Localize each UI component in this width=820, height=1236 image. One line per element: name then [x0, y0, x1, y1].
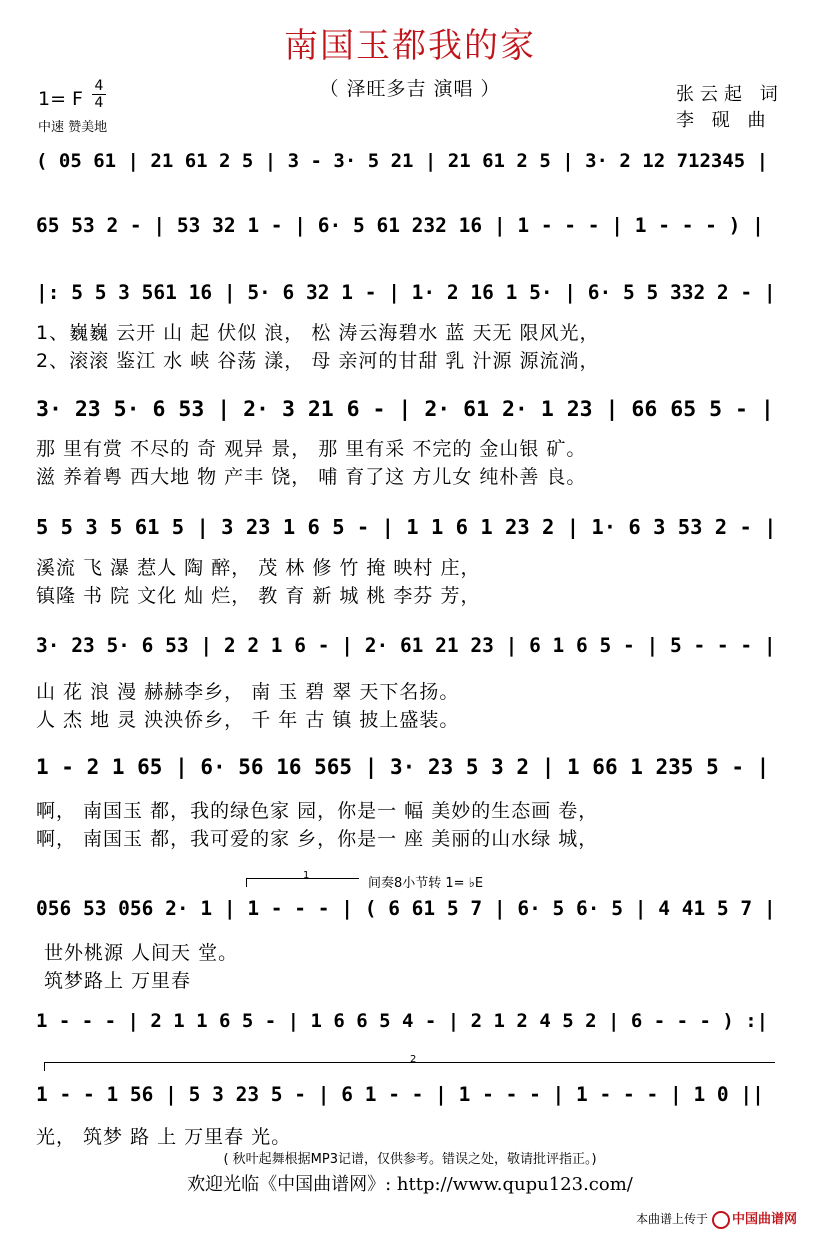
staff-line-5: 5 5 3 5 61 5 | 3 23 1 6 5 - | 1 1 6 1 23 2 | 1· 6 3 53 2 - | — [36, 515, 777, 539]
time-bottom: 4 — [94, 95, 104, 111]
lyric-line-7-verse-1: 啊， 南国玉 都，我的绿色家 园，你是一 幅 美妙的生态画 卷， — [36, 800, 599, 822]
lyric-line-4-verse-1: 那 里有赏 不尽的 奇 观异 景， 那 里有采 不完的 金山银 矿。 — [36, 438, 587, 460]
staff-line-1: ( 05 61 | 21 61 2 5 | 3 - 3· 5 21 | 21 61 2 5 | 3· 2 12 712345 | — [36, 150, 769, 172]
upload-text: 本曲谱上传于 — [636, 1212, 709, 1226]
lyric-line-8-verse-1: 世外桃源 人间天 堂。 — [44, 942, 239, 964]
singer-line: （ 泽旺多吉 演唱 ） — [319, 78, 501, 100]
score-title: 南国玉都我的家 — [284, 26, 536, 66]
lyric-line-5-verse-2: 镇隆 书 院 文化 灿 烂， 教 育 新 城 桃 李芬 芳， — [36, 585, 481, 607]
tempo-marking: 中速 赞美地 — [38, 120, 108, 135]
time-top: 4 — [94, 78, 104, 94]
lyric-line-6-verse-1: 山 花 浪 漫 赫赫李乡， 南 玉 碧 翠 天下名扬。 — [36, 681, 460, 703]
staff-line-2: 65 53 2 - | 53 32 1 - | 6· 5 61 232 16 | 1 - - - | 1 - - - ) | — [36, 214, 764, 237]
volta-1-label: 1 — [303, 870, 310, 881]
lyric-line-5-verse-1: 溪流 飞 瀑 惹人 陶 醉， 茂 林 修 竹 掩 映村 庄， — [36, 557, 481, 579]
lyric-line-6-verse-2: 人 杰 地 灵 泱泱侨乡， 千 年 古 镇 披上盛装。 — [36, 709, 460, 731]
volta-2-label: 2 — [410, 1054, 417, 1065]
lyric-line-8-verse-2: 筑梦路上 万里春 — [44, 970, 192, 992]
site-logo — [712, 1208, 797, 1229]
lyric-line-3-verse-2: 2、滚滚 鉴江 水 峡 谷荡 漾， 母 亲河的甘甜 乳 汁源 源流淌， — [36, 350, 600, 372]
staff-line-6: 3· 23 5· 6 53 | 2 2 1 6 - | 2· 61 21 23 | 6 1 6 5 - | 5 - - - | — [36, 634, 776, 657]
staff-line-8: 056 53 056 2· 1 | 1 - - - | ( 6 61 5 7 | 6· 5 6· 5 | 4 41 5 7 | — [36, 897, 776, 920]
logo-text: 中国曲谱网 — [732, 1212, 798, 1227]
staff-line-7: 1 - 2 1 65 | 6· 56 16 565 | 3· 23 5 3 2 | 1 66 1 235 5 - | — [36, 755, 770, 779]
lyric-line-10: 光， 筑梦 路 上 万里春 光。 — [36, 1126, 292, 1148]
time-signature — [92, 78, 106, 111]
composer-credit: 李 砚 曲 — [676, 110, 772, 131]
logo-mark-icon — [712, 1211, 730, 1229]
website-line: 欢迎光临《中国曲谱网》: http://www.qupu123.com/ — [187, 1174, 633, 1195]
volta-bracket-1 — [246, 870, 359, 887]
lyric-line-4-verse-2: 滋 养着粤 西大地 物 产丰 饶， 哺 育了这 方儿女 纯朴善 良。 — [36, 466, 587, 488]
transcription-footnote: ( 秋叶起舞根据MP3记谱，仅供参考。错误之处，敬请批评指正。) — [223, 1152, 597, 1167]
staff-line-9: 1 - - - | 2 1 1 6 5 - | 1 6 6 5 4 - | 2 1 2 4 5 2 | 6 - - - ) :| — [36, 1010, 769, 1032]
staff-line-10: 1 - - 1 56 | 5 3 23 5 - | 6 1 - - | 1 - - - | 1 - - - | 1 0 || — [36, 1083, 764, 1106]
lyric-line-3-verse-1: 1、巍巍 云开 山 起 伏似 浪， 松 涛云海碧水 蓝 天无 限风光， — [36, 322, 600, 344]
staff-line-4: 3· 23 5· 6 53 | 2· 3 21 6 - | 2· 61 2· 1 23 | 66 65 5 - | — [36, 397, 774, 422]
lyricist-credit: 张云起 词 — [676, 84, 784, 105]
lyric-line-7-verse-2: 啊， 南国玉 都，我可爱的家 乡，你是一 座 美丽的山水绿 城， — [36, 828, 599, 850]
key-signature: 1= F — [38, 88, 83, 110]
volta-bracket-2 — [44, 1054, 775, 1071]
staff-line-3: |: 5 5 3 561 16 | 5· 6 32 1 - | 1· 2 16 1 5· | 6· 5 5 332 2 - | — [36, 281, 776, 304]
interlude-note: 间奏8小节转 1= ♭E — [368, 876, 484, 891]
